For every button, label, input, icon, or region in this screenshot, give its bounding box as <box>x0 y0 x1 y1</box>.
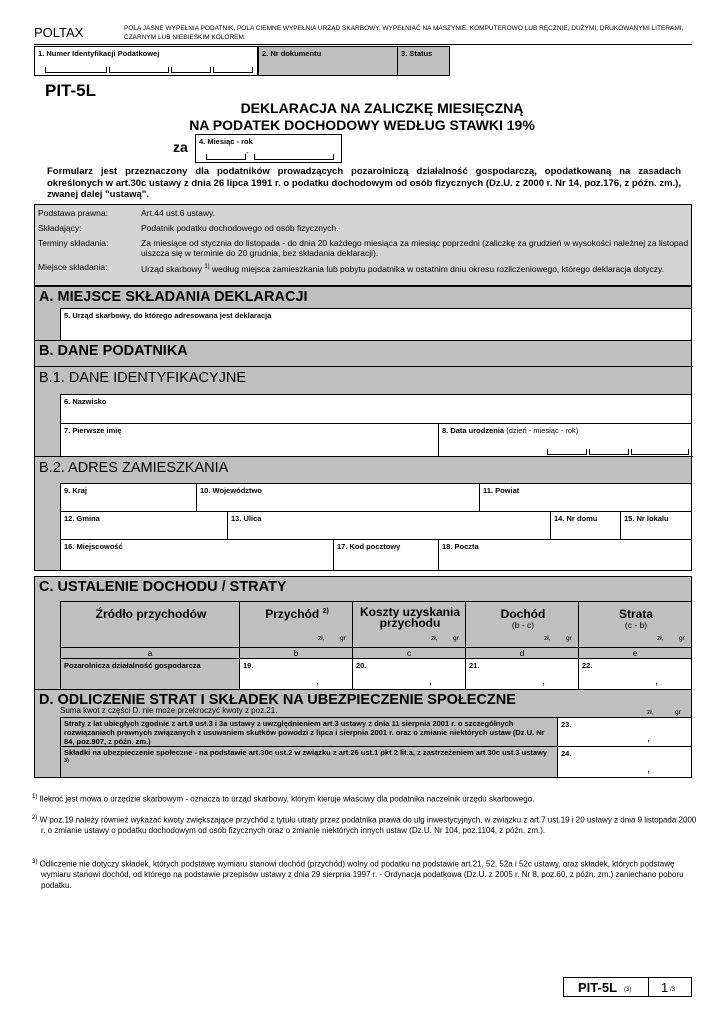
tax-office-field[interactable] <box>60 308 692 341</box>
section-d: D. ODLICZENIE STRAT I SKŁADEK NA UBEZPIECZENIE SPOŁECZNE Suma kwot z części D. nie może przekroczyć kwoty z poz.21. zł, gr Straty z lat ubiegłych zgodnie z art.9 ust.3 i 3a ustawy z uwzględnieniem art.3 ustawy z dnia 11 sierpnia 2001 r. o szczególnych rozwiązaniach prawnych związanych z usuwaniem skutków powodzi z lipca i sierpnia 2001 r. oraz o zmianie niektórych ustaw (Dz.U. Nr 84, poz.907, z późn. zm.) 23. , Składki na ubezpieczenie społeczne - na podstawie art.30c ust.2 w związku z art.26 ust.1 pkt 2 lit.a, z zastrzeżeniem art.30c ust.3 ustawy $^{3)}$ 24. , <box>34 689 692 778</box>
country-label: 9. Kraj <box>64 486 87 495</box>
form-title-line2: NA PODATEK DOCHODOWY WEDŁUG STAWKI 19% <box>189 117 535 133</box>
footnote: $^{2)}$ W poz.19 należy również wykazać kwoty zwiększające przychód z tytułu utraty przez podatnika prawa do ulg inwestycyjnych, w związku z art.7 ust.19 i 20 ustawy z dnia 9 listopada 2000 r. o zmianie ustawy o podatku dochodowym od osób fizycznych oraz o zmianie niektórych innych ustaw (Dz.U. Nr 104, poz.1104, z późn. zm.). <box>32 815 697 836</box>
section-c: C. USTALENIE DOCHODU / STRATY Źródło przychodów Przychód $^{2)}$ zł, gr Koszty uzyskania przychodu zł, gr Dochód (b - c) zł, gr Strata (c - b) zł, gr a b c d e Pozarolnicza działalność gospodarcza 19. , 20. , 21. , 22. , <box>34 576 692 690</box>
page-number: 1 /3 <box>648 977 692 997</box>
col-letter: a <box>60 647 240 659</box>
col-letter: c <box>352 647 466 659</box>
county-field[interactable] <box>479 483 692 512</box>
col-source-header: Źródło przychodów <box>95 607 207 621</box>
status-label: 3. Status <box>401 49 433 58</box>
costs-field[interactable]: 20. , <box>352 658 466 690</box>
section-c-title: C. USTALENIE DOCHODU / STRATY <box>39 579 287 595</box>
loss-field[interactable]: 22. , <box>578 658 692 690</box>
form-intro: Formularz jest przeznaczony dla podatników prowadzących pozarolniczą działalność gospodarczą, opodatkowaną na zasadach określonych w art.30c ustawy z dnia 26 lipca 1991 r. o podatku dochodowym od osób fizycznych (Dz.U. z 2000 r. Nr 14, poz.176, z późn. zm.), zwanej dalej "ustawą". <box>47 166 681 200</box>
month-year-field[interactable]: 4. Miesiąc - rok - <box>195 134 342 163</box>
za-label: za <box>173 139 188 155</box>
nip-field[interactable] <box>34 46 258 76</box>
header-instructions: POLA JASNE WYPEŁNIA PODATNIK, POLA CIEMNE WYPEŁNIA URZĄD SKARBOWY. WYPEŁNIAĆ NA MASZYNIE, KOMPUTEROWO LUB RĘCZNIE, DUŻYMI, DRUKOWANYMI LITERAMI, CZARNYM LUB NIEBIESKIM KOLOREM. <box>124 25 684 41</box>
footnote: $^{3)}$ Odliczenie nie dotyczy składek, których podstawę wymiaru stanowi dochód (przychód) wolny od podatku na podstawie art.21, 52, 52a i 52c ustawy, oraz składek, których podstawę wymiaru stanowi dochód, od którego na podstawie przepisów ustawy z dnia 29 sierpnia 1997 r. - Ordynacja podatkowa (Dz.U. z 2005 r. Nr 8, poz.60, z późn. zm.) zaniechano poboru podatku. <box>32 859 684 890</box>
section-a-title: A. MIEJSCE SKŁADANIA DEKLARACJI <box>39 289 308 305</box>
nip-label: 1. Numer Identyfikacji Podatkowej <box>38 49 160 58</box>
city-field[interactable] <box>60 539 334 571</box>
apartment-number-label: 15. Nr lokalu <box>624 514 669 523</box>
voivodeship-field[interactable] <box>196 483 480 512</box>
info-value: Za miesiące od stycznia do listopada - do dnia 20 każdego miesiąca za miesiąc poprzedni (zaliczkę za grudzień w wysokości należnej za listopad uiszcza się w terminie do 20 grudnia, bez składania deklaracji). <box>141 238 689 258</box>
surname-field[interactable] <box>60 394 692 424</box>
social-insurance-label: Składki na ubezpieczenie społeczne - na podstawie art.30c ust.2 w związku z art.26 ust.1 pkt 2 lit.a, z zastrzeżeniem art.30c ust.3 ustawy $^{3)}$ <box>64 748 548 764</box>
info-value: Urząd skarbowy $^{1)}$ według miejsca zamieszkania lub pobytu podatnika w ostatnim dniu okresu rozliczeniowego, którego deklaracja dotyczy. <box>141 263 665 274</box>
birth-date-field[interactable] <box>438 423 692 457</box>
post-office-label: 18. Poczta <box>442 542 479 551</box>
header-top-line <box>34 44 692 45</box>
house-number-field[interactable] <box>550 511 621 540</box>
footnote: $^{1)}$ Ilekroć jest mowa o urzędzie skarbowym - oznacza to urząd skarbowy, którym kieruje właściwy dla podatnika naczelnik urzędu skarbowego. <box>32 794 535 804</box>
surname-label: 6. Nazwisko <box>64 397 107 406</box>
losses-field[interactable]: 23. , <box>557 717 692 747</box>
document-number-field <box>258 46 398 76</box>
status-field <box>397 46 450 76</box>
row-business-label: Pozarolnicza działalność gospodarcza <box>64 661 201 670</box>
section-b1-title: B.1. DANE IDENTYFIKACYJNE <box>39 370 247 386</box>
footer-form-code: PIT-5L (3) <box>563 977 649 997</box>
county-label: 11. Powiat <box>483 486 520 495</box>
col-letter: e <box>578 647 692 659</box>
birth-date-label: 8. Data urodzenia (dzień - miesiąc - rok) <box>442 426 579 435</box>
document-number-label: 2. Nr dokumentu <box>262 49 322 58</box>
info-key: Podstawa prawna: <box>38 208 108 218</box>
info-key: Składający: <box>38 223 82 233</box>
voivodeship-label: 10. Województwo <box>200 486 262 495</box>
income-field[interactable]: 21. , <box>465 658 579 690</box>
col-letter: d <box>465 647 579 659</box>
commune-field[interactable] <box>60 511 228 540</box>
section-d-subtitle: Suma kwot z części D. nie może przekroczyć kwoty z poz.21. <box>60 706 278 715</box>
tax-office-label: 5. Urząd skarbowy, do którego adresowana jest deklaracja <box>64 311 272 320</box>
country-field[interactable] <box>60 483 197 512</box>
first-name-field[interactable] <box>60 423 439 457</box>
col-revenue-header: Przychód $^{2)}$ <box>265 607 329 621</box>
postal-code-label: 17. Kod pocztowy <box>337 542 401 551</box>
commune-label: 12. Gmina <box>64 514 100 523</box>
city-label: 16. Miejscowość <box>64 542 123 551</box>
revenue-field[interactable]: 19. , <box>239 658 353 690</box>
info-box <box>34 204 692 286</box>
form-title-line1: DEKLARACJA NA ZALICZKĘ MIESIĘCZNĄ <box>240 100 524 116</box>
form-code: PIT-5L <box>45 81 97 100</box>
month-year-label: 4. Miesiąc - rok <box>199 137 253 146</box>
section-b <box>34 340 692 571</box>
col-costs-header: Koszty uzyskania przychodu <box>359 605 461 630</box>
section-a <box>34 286 692 341</box>
postal-code-field[interactable] <box>333 539 439 571</box>
info-key: Miejsce składania: <box>38 262 108 272</box>
first-name-label: 7. Pierwsze imię <box>64 426 122 435</box>
poltax-logo: POLTAX <box>34 25 84 40</box>
street-field[interactable] <box>227 511 551 540</box>
info-value: Art.44 ust.6 ustawy. <box>141 208 216 218</box>
apartment-number-field[interactable] <box>620 511 692 540</box>
post-office-field[interactable] <box>438 539 692 571</box>
section-b-title: B. DANE PODATNIKA <box>39 343 188 359</box>
col-income-header: Dochód <box>500 607 546 621</box>
house-number-label: 14. Nr domu <box>554 514 598 523</box>
col-loss-header: Strata <box>618 607 653 621</box>
street-label: 13. Ulica <box>231 514 262 523</box>
section-d-title: D. ODLICZENIE STRAT I SKŁADEK NA UBEZPIECZENIE SPOŁECZNE <box>39 692 516 708</box>
info-key: Terminy składania: <box>38 238 109 248</box>
social-insurance-field[interactable]: 24. , <box>557 746 692 778</box>
col-letter: b <box>239 647 353 659</box>
losses-label: Straty z lat ubiegłych zgodnie z art.9 ust.3 i 3a ustawy z uwzględnieniem art.3 ustawy z dnia 11 sierpnia 2001 r. o szczególnych rozwiązaniach prawnych związanych z usuwaniem skutków powodzi z lipca i sierpnia 2001 r. oraz o zmianie niektórych ustaw (Dz.U. Nr 84, poz.907, z późn. zm.) <box>64 719 545 746</box>
info-value: Podatnik podatku dochodowego od osób fizycznych. <box>141 223 339 233</box>
section-b2-title: B.2. ADRES ZAMIESZKANIA <box>39 460 229 476</box>
